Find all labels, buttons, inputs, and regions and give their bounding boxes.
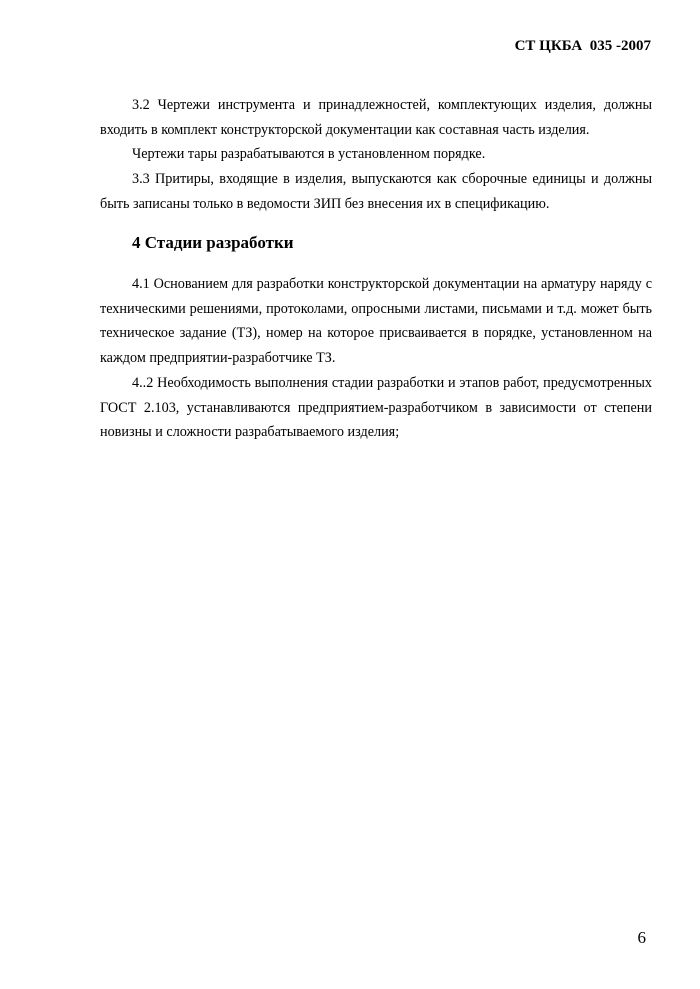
section-3-body [100,93,652,217]
page-number: 6 [637,928,646,947]
section-4-body [100,272,652,445]
paragraph-3-3: 3.3 Притиры, входящие в изделия, выпускаются как сборочные единицы и должны быть записаны только в ведомости ЗИП без внесения их в спецификацию. [100,171,652,212]
section-4-title: 4 Стадии разработки [132,233,294,252]
document-code-header: СТ ЦКБА 035 -2007 [514,38,651,54]
paragraph-packaging-drawings: Чертежи тары разрабатываются в установленном порядке. [132,146,486,163]
paragraph-4-1: 4.1 Основанием для разработки конструкторской документации на арматуру наряду с техническими решениями, протоколами, опросными листами, письмами и т.д. может быть техническое задание (ТЗ), номер на которое присваивается в порядке, установленном на каждом предприятии-разработчике ТЗ. [100,276,652,367]
paragraph-4-2: 4..2 Необходимость выполнения стадии разработки и этапов работ, предусмотренных ГОСТ 2.103, устанавливаются предприятием-разработчиком в зависимости от степени новизны и сложности разрабатываемого изделия; [100,374,652,441]
paragraph-3-2: 3.2 Чертежи инструмента и принадлежностей, комплектующих изделия, должны входить в комплект конструкторской документации как составная часть изделия. [100,97,652,138]
